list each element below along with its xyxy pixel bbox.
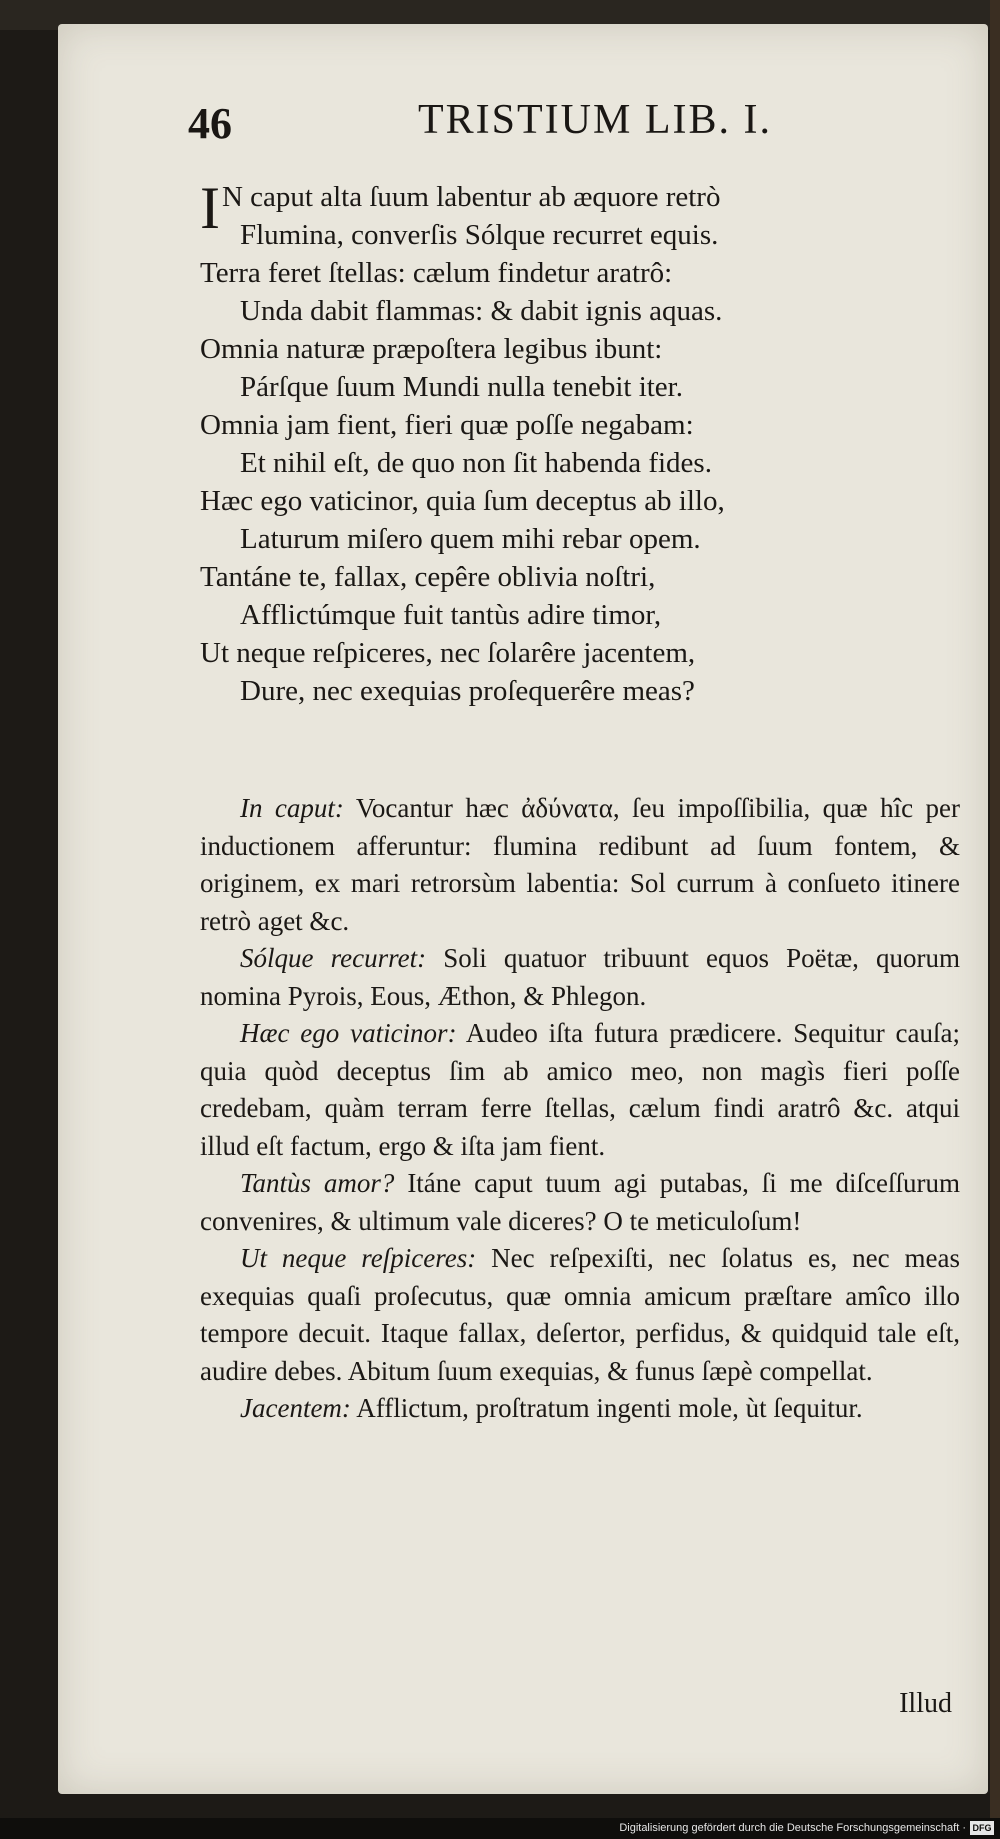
verse-line: Hæc ego vaticinor, quia ſum deceptus ab illo, [200, 485, 725, 517]
commentary-paragraph [200, 1390, 960, 1428]
commentary-text: Vocantur hæc ἀδύνατα, ſeu impoſſibilia, quæ hîc per inductionem afferuntur: flumina redibunt ad ſuum fontem, & originem, ex mari retrorsùm labentia: Sol currum à conſueto itinere retrò aget &c. [200, 793, 961, 936]
commentary-paragraph [200, 1015, 960, 1165]
commentary [200, 790, 960, 1428]
verse-line: Afflictúmque fuit tantùs adire timor, [240, 599, 662, 631]
running-title: TRISTIUM LIB. I. [418, 97, 772, 143]
verse-line: IN caput alta ſuum labentur ab æquore retrò [200, 175, 721, 241]
verse-line: Laturum miſero quem mihi rebar opem. [240, 523, 701, 555]
verse-line: Et nihil eſt, de quo non ſit habenda fides. [240, 447, 712, 479]
digitization-footer [0, 1818, 1000, 1839]
verse-line: Ut neque reſpiceres, nec ſolarêre jacentem, [200, 637, 696, 669]
commentary-paragraph [200, 1165, 960, 1240]
commentary-text: Audeo iſta futura prædicere. Sequitur cauſa; quia quòd deceptus ſim ab amico meo, non magìs fieri poſſe credebam, quàm terram ferre ſtellas, cælum findi aratrô &c. atqui illud eſt factum, ergo & iſta jam fient. [200, 1018, 960, 1161]
commentary-text: Nec reſpexiſti, nec ſolatus es, nec meas exequias quaſi proſecutus, quæ omnia amicum præſtare amîco illo tempore decuit. Itaque fallax, deſertor, perfidus, & quidquid tale eſt, audire debes. Abitum ſuum exequias, & funus ſæpè compellat. [200, 1243, 960, 1386]
page-header [128, 88, 888, 148]
commentary-paragraph [200, 790, 960, 940]
catchword: Illud [899, 1688, 952, 1719]
lemma: Sólque recurret: [240, 943, 427, 973]
dfg-logo: DFG [970, 1821, 994, 1835]
lemma: Hæc ego vaticinor: [240, 1018, 457, 1048]
verse-line: Dure, nec exequias proſequerêre meas? [240, 675, 695, 707]
verse-line: Terra feret ſtellas: cælum findetur aratrô: [200, 257, 673, 289]
page-number: 46 [188, 99, 232, 148]
footer-text: Digitalisierung gefördert durch die Deutsche Forschungsgemeinschaft · [619, 1822, 966, 1834]
verse-line: Tantáne te, fallax, cepêre oblivia noſtri, [200, 561, 656, 593]
verse-line: Omnia jam fient, fieri quæ poſſe negabam: [200, 409, 694, 441]
poem [200, 175, 960, 710]
verse-line: Omnia naturæ præpoſtera legibus ibunt: [200, 333, 663, 365]
drop-cap: I [200, 175, 220, 241]
lemma: Jacentem: [240, 1393, 351, 1423]
scan-edge-right [990, 0, 1000, 1839]
commentary-text: Itáne caput tuum agi putabas, ſi me diſceſſurum convenires, & ultimum vale diceres? O te meticuloſum! [200, 1168, 961, 1236]
commentary-paragraph [200, 1240, 960, 1390]
verse-line: Unda dabit flammas: & dabit ignis aquas. [240, 295, 723, 327]
lemma: Ut neque reſpiceres: [240, 1243, 477, 1273]
commentary-text: Afflictum, proſtratum ingenti mole, ùt ſequitur. [356, 1393, 863, 1423]
verse-line: Flumina, converſis Sólque recurret equis. [240, 219, 719, 251]
lemma: Tantùs amor? [240, 1168, 395, 1198]
verse-line: Párſque ſuum Mundi nulla tenebit iter. [240, 371, 683, 403]
commentary-text: Soli quatuor tribuunt equos Poëtæ, quorum nomina Pyrois, Eous, Æthon, & Phlegon. [200, 943, 960, 1011]
commentary-paragraph [200, 940, 960, 1015]
lemma: In caput: [240, 793, 344, 823]
